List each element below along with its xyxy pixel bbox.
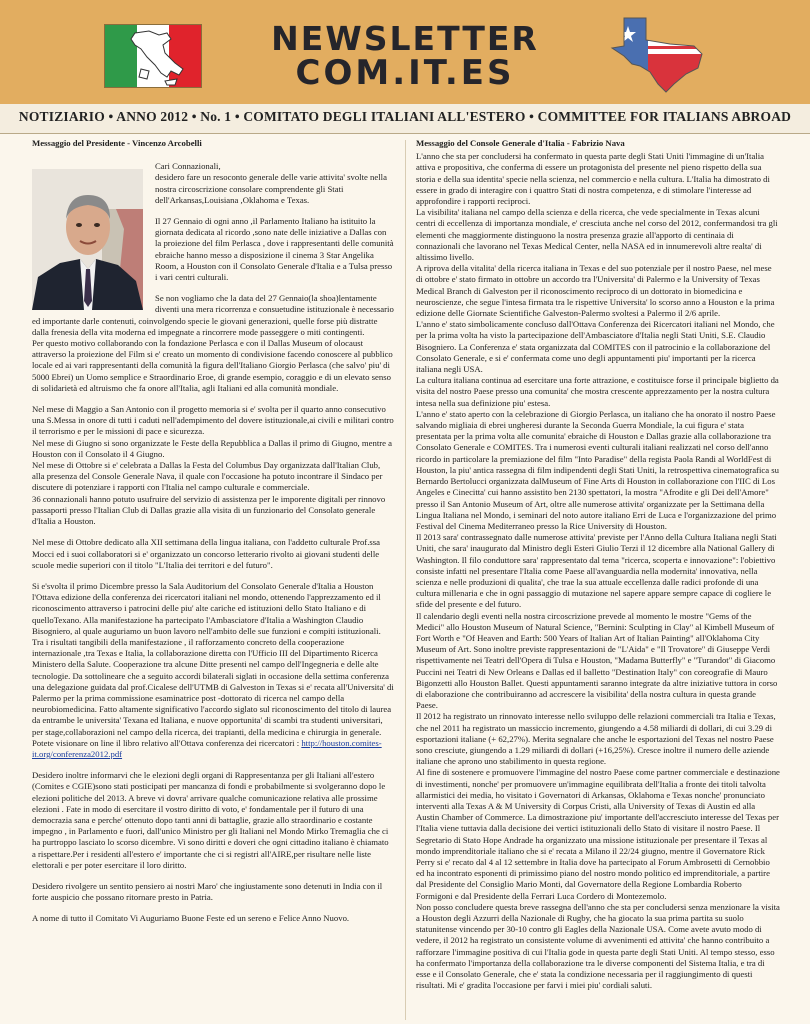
- consul-body: L'anno che sta per concludersi ha confermato in questa parte degli Stati Uniti l'immagine di un'Italia attiva e propositiva, che conferma di essere un protagonista del presente nel pieno rispetto della sua storia e della sua identita' specie nella scienza, nel commercio e nella cultura. L'Italia ha dimostrato di essere in grado di interagire con i quattro Stati di nostra competenza, e di stimolare l'interesse ad approfondire i rapporti reciproci. La visibilita' italiana nel campo della scienza e della ricerca, che vede specialmente in Texas alcuni centri di eccellenza di importanza mondiale, e' cresciuta anche nel corso del 2012, confermandosi tra gli elementi che maggiormente distinguono la nostra presenza grazie all'apporto di centinaia di connazionali che lavorano nel Texas Medical Center, nella NASA ed in innumerevoli altre realta' di altissimo livello. A riprova della vitalita' della ricerca italiana in Texas e del suo potenziale per il nostro Paese, nel mese di ottobre e' stato firmato in ottobre un accordo tra l'Universita' di Palermo e la University of Texas Medical Branch di Galveston per il riconoscimento reciproco di un dottorato in biomedicina e neuroscienze, che segue l'intesa firmata tra le rispettive Universita' lo scorso anno a Houston e la prima edizione delle Giornate Scientifiche Galveston-Palermo svoltesi a Palermo il 2/6 aprile. L'anno e' stato simbolicamente concluso dall'Ottava Conferenza dei Ricercatori italiani nel Mondo, che per la prima volta ha visto la partecipazione dell'Ambasciatore d'Italia negli Stati Uniti, S.E. Claudio Bisogniero. La Conferenza e' stata organizzata dal COMITES con il patrocinio e la collaborazione del Consolato Generale, e si e' confermata come uno degli appuntamenti piu' importanti per la ricerca italiana negli USA. La cultura italiana continua ad esercitare una forte attrazione, e costituisce forse il principale biglietto da visita del nostro Paese presso una comunita' che mostra crescente apprezzamento per la nostra cultura intesa nella sua definizione piu' estesa. L'anno e' stato aperto con la celebrazione di Giorgio Perlasca, un italiano che ha onorato il nostro Paese salvando migliaia di ebrei ungheresi durante la Seconda Guerra Mondiale, la cui figura e' stata presentata per la prima volta alle comunita' ebraiche di Houston e Dallas grazie alla collaborazione tra Consolato Generale e COMITES. Tra i numerosi eventi culturali italiani realizzati nel corso dell'anno ricordo in particolare la premiazione del film "Into Paradise" della regista Paola Randi al WorldFest di Houston, la piu' antica rassegna di film indipendenti degli Stati Uniti, la retrospettiva cinematografica su Bernardo Bertolucci organizzata dalMuseum of Fine Arts di Houston in collaborazione con l'IIC di Los Angeles e Cinecitta' cui hanno assistito ben 2130 spettatori, la mostra "Afrodite e gli Dei dell'Amore" presso il San Antonio Museum of Art, oltre alle numerose attivita' organizzate per la Settimana della Lingua Italiana nel Mondo, i seminari del noto autore italiano Erri de Luca e l'organizzazione del primo Festival del Cinema Mediterraneo presso la Rice University di Houston. Il 2013 sara' contrassegnato dalle numerose attivita' previste per l'Anno della Cultura Italiana negli Stati Uniti, che sara' inaugurato dal Ministro degli Esteri Giulio Terzi il 12 dicembre alla National Gallery di Washington. Il filo conduttore sara' rappresentato dal tema "ricerca, scoperta e innovazione": l'obiettivo consiste infatti nel presentare l'Italia come Paese all'avanguardia nella modernita' innovativa, nella scienza e nelle produzioni di qualita', che trae la sua attuale eccellenza dalle radici profonde di una cultura millenaria e che in ogni passaggio di mutazione nel sapere appare sempre capace di cogliere le sfide del presente e del futuro. Il calendario degli eventi nella nostra circoscrizione prevede al momento le mostre "Gems of the Medici" allo Houston Museum of Natural Science, "Bernini: Sculpting in Clay" al Kimbell Museum of Fort Worth e "Of Heaven and Earth: 500 Years of Italian Art of Italian Painting" all'Oklahoma City Museum of Art. Sono inoltre previste rappresentazioni de "L'Aida" e "Il Trovatore" di Giuseppe Verdi rispettivamente nei Teatri dell'Opera di Tulsa e Houston, "Madama Butterfly" e "Turandot" di Giacomo Puccini nei Teatri di New Orleans e Dallas ed il balletto "Destination Italy" con coreografie di Mauro Bigonzetti allo Houston Ballet. Questi appuntamenti saranno integrate da altre iniziative tuttora in corso di elaborazione che contribuiranno ad accrescere la visibilita' della nostra cultura in questa grande Paese. Il 2012 ha registrato un rinnovato interesse nello sviluppo delle relazioni commerciali tra Italia e Texas, che nel 2011 ha registrato un massiccio incremento, giungendo a 4.58 miliardi di dollari, di cui 3.29 di esportazioni italiane (+ 62,27%). Merita segnalare che anche le esportazioni del Texas nel nostro Paese sono cresciute, giungendo a 1.29 miliardi di dollari (+16,25%). Cresce inoltre il numero delle aziende italiane che aprono uno stabilimento in questa regione. Al fine di sostenere e promuovere l'immagine del nostro Paese come partner commerciale e destinazione di investimenti, nonche' per promuovere un'immagine equilibrata dell'Italia a fronte dei titoli talvolta allarmistici dei media, ho visitato i Governatori di Arkansas, Oklahoma e Texas nonche' pronunciato interventi alla Texas A & M University di Corpus Cristi, alla University of Texas di Austin ed alla Austin Chamber of Commerce. La dimostrazione piu' importante dell'accresciuto interesse del Texas per l'Italia viene tuttavia dalla decisione dei vertici istituzionali dello Stato di visitare il nostro Paese. Il Segretario di Stato Hope Andrade ha organizzato una missione istituzionale per presentare il Texas al mondo imprenditoriale italiano che si e' recata a Milano il 22/24 giugno, mentre il Governatore Rick Perry si e' recato dal 4 al 12 settembre in Italia dove ha partecipato al Forum Ambrosetti di Cernobbio ed ha incontrato esponenti di primissimo piano del nostro mondo politico ed imprenditoriale, a partire dal Presidente del Consiglio Mario Monti, dal Governatore della Regione Lombardia Roberto Formigoni e dal Presidente della Ferrari Luca Cordero di Montezemolo. Non posso concludere questa breve rassegna dell'anno che sta per concludersi senza menzionare la visita a Houston degli Azzurri della Nazionale di Rugby, che ha giocato la sua prima partita su suolo statunitense vincendo per 30-10 contro gli Eagles della Nazionale USA. Come avete avuto modo di vedere, il 2012 ha registrato un consistente volume di avvenimenti ed attivita' che hanno contribuito a rafforzare l'immagine positiva di cui l'Italia gode in questa parte degli Stati Uniti. Al tempo stesso, esso ha confermato l'importanza della collaborazione tra le diverse componenti del Sistema Italia, e tra di esse e il Consolato Generale, che e' stata la condizione necessaria per il raggiungimento di questi risultati. Mi e' gradita l'occasione per farvi i miei piu' cordiali saluti.: [416, 151, 780, 991]
- italy-flag-icon: [104, 24, 202, 88]
- column-divider: [405, 140, 406, 1020]
- consul-message: [416, 138, 780, 991]
- title-line-1: NEWSLETTER: [271, 19, 539, 58]
- paragraph-events: Nel mese di Maggio a San Antonio con il progetto memoria si e' svolta per il quarto anno consecutivo una S.Messa in onore di tutti i caduti nell'adempimento del dovere istituzionale,ai civili e militari contro il terrorismo e per le missioni di pace e sicurezza. Nel mese di Giugno si sono organizzate le Feste della Repubblica a Dallas il primo di Giugno, mentre a Houston con il Consolato il 4 Giugno. Nel mese di Ottobre si e' celebrata a Dallas la Festa del Columbus Day organizzata dall'Italian Club, alla presenza del Console Generale Nava, il quale con l'occasione ha potuto incontrare il Sindaco per discutere di potenziare i rapporti con l'Italia nel campo culturale e commerciale. 36 connazionali hanno potuto usufruire del servizio di assistenza per le imporente digitali per rinnovo passaporti presso l'Italian Club di Dallas grazie alla visita di un funzionario del Consolato generale d'Italia a Houston.: [32, 404, 394, 527]
- newsletter-title: [240, 19, 570, 93]
- paragraph-maro: Desidero rivolgere un sentito pensiero ai nostri Maro' che ingiustamente sono detenuti in India con il forte auspicio che possano ritornare presto in Patria.: [32, 880, 383, 903]
- intro-paragraph-1: Cari Connazionali, desidero fare un resoconto generale delle varie attivita' svolte nella nostra circoscrizione consolare comprendente gli Stati dell'Arkansas,Louisiana ,Oklahoma e Texas.: [155, 161, 387, 205]
- title-line-2: COM.IT.ES: [295, 53, 515, 93]
- conference-link[interactable]: http://houston.comites-it.org/conferenza2012.pdf: [32, 737, 382, 759]
- paragraph-elections: Desidero inoltre informarvi che le elezioni degli organi di Rappresentanza per gli Italiani all'estero (Comites e CGIE)sono stati posticipati per mancanza di fondi e probabilmente si svolgeranno dopo le elezioni politiche del 2013. A breve vi dovra' arrivare qualche comunicazione relativa alle prossime elezioni . Fate in modo di esercitare il vostro diritto di voto, e' fondamentale per il futuro di una democrazia sana e perche' ottenuto dopo tanti anni di battaglie, grazie allo straordinario e costante impegno , in Parlamento e fuori, dall'unico Ministro per gli Italiani nel Mondo Mirko Tremaglia che ci ha purtroppo lasciato lo scorso dicembre. Vi sono diritti e doveri che ogni cittadino italiano è chiamato a rispettare.Per i residenti all'estero e' importante che ci si registri all'AIRE,per risultare nelle liste elettorali e per poter esercitare il loro diritto.: [32, 770, 389, 870]
- paragraph-greetings: A nome di tutto il Comitato Vi Auguriamo Buone Feste ed un sereno e Felice Anno Nuovo.: [32, 913, 350, 924]
- conference-text: Si e'svolta il primo Dicembre presso la Sala Auditorium del Consolato Generale d'Italia a Houston l'Ottava edizione della conferenza dei ricercatori italiani nel mondo, ottenendo l'apprezzamento ed il riconoscimento attraverso i patrocini delle piu' alte cariche ed istituzioni dello Stato Italiano e di quelloTexano. Alla manifestazione ha partecipato l'Ambasciatore d'Italia a Washington Claudio Bisogniero, al quale auguriamo un buon lavoro nell'ambito delle sue funzioni e compiti istituzionali. Tra i risultati tangibili della manifestazione , il rafforzamento concreto della cooperazione internazionale ,tra Texas e Italia, la collaborazione diretta con l'Ufficio III del Dipartimento Ricerca Ministero della Salute. Cooperazione tra alcune Ditte presenti nel campo dell'Ingegneria e delle alte tecnologie. Da sottolineare che a seguito accordi bilaterali siglati in occasione della settima conferenza una delegazione guidata dal prof.Cicalese dell'UTMB di Galveston in Texas si e' recata all'Universita' di Palermo per la prima commissione esaminatrice post -dottorato di ricerca nel campo della neurobiomedicina. Fatto altamente significativo l'accordo siglato sul riconoscimento del titolo di laurea da entrambe le universita' Texana ed Italiana, e nuove opportunita' di scambi tra studenti universitari, per stage,collaborazioni nel campo della ricerca, dei trapianti, della medicina e chirurgia in generale. Potete visionare on line il libro relativo all'Ottava conferenza dei ricercatori :: [32, 580, 394, 748]
- president-photo: [32, 169, 143, 310]
- texas-flag-icon: [606, 14, 708, 94]
- paragraph-language-week: Nel mese di Ottobre dedicato alla XII settimana della lingua italiana, con l'addetto culturale Prof.ssa Mocci ed i suoi collaboratori si e' organizzato un concorso letterario rivolto ai giovani studenti delle scuole medie superiori con il titolo "L'Italia dei territori e del futuro".: [32, 537, 380, 570]
- president-heading: Messaggio del Presidente - Vincenzo Arcobelli: [32, 138, 202, 148]
- paragraph-conference: [32, 581, 394, 760]
- masthead: [0, 0, 810, 104]
- intro-paragraph-2: Il 27 Gennaio di ogni anno ,il Parlamento Italiano ha istituito la giornata dedicata al ricordo ,sono nate delle iniziative a Dallas con la proiezione del film Perlasca , dove i rappresentanti delle comunità ebraiche hanno messo a disposizione il cinema 3 Star Angelika Room, a Houston con il Consolato Generale d'Italia e a Tulsa presso i vari centri culturali.: [155, 216, 394, 283]
- issue-banner: NOTIZIARIO • ANNO 2012 • No. 1 • COMITATO DEGLI ITALIANI ALL'ESTERO • COMMITTEE FOR ITALIANS ABROAD: [0, 104, 810, 134]
- paragraph-shoa: Se non vogliamo che la data del 27 Gennaio(la shoa)lentamente diventi una mera ricorrenza e consuetudine istituzionale è necessario ed importante darle contenuti, coinvolgendo specie le giovani generazioni, quelle forse più distratte dalla frenesia della vita moderna ed impegnate a rincorrere mode passeggere o miti contingenti. Per questo motivo collaborando con la fondazione Perlasca e con il Dallas Museum of olocaust attraverso la proiezione del Film si e' creato un momento di condivisione facendo conoscere al pubblico locale ed ai vari rappresentanti della comunità la figura dell'Italiano Giorgio Perlasca (che salvo' piu' di 5000 Ebrei) un Uomo semplice e Straordinario Eroe, di grande esempio, coraggio e di un elevato senso di solidarietà ed altruismo che fa onore all'Italia, agli Italiani ed alla comunità mondiale.: [32, 293, 394, 393]
- president-message: [32, 138, 394, 925]
- consul-heading: Messaggio del Console Generale d'Italia - Fabrizio Nava: [416, 138, 625, 148]
